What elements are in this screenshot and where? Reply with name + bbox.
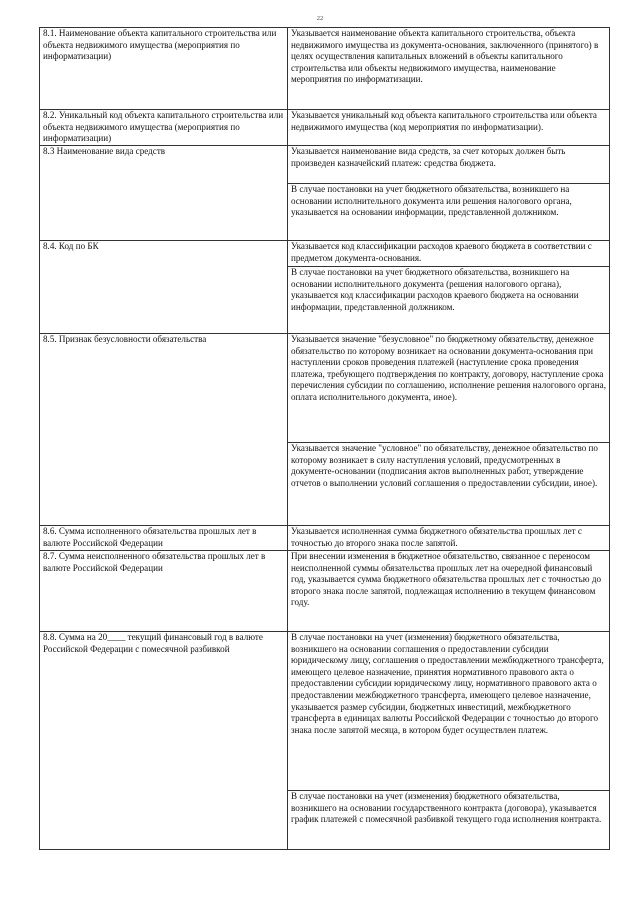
table-row <box>40 110 610 146</box>
field-description: Указывается наименование объекта капитального строительства, объекта недвижимого имущества из документа-основания, заключенного (принятого) в целях осуществления капитальных вложений в объекты капитального строительства или объекты недвижимого имущества, наименование мероприятия по информатизации. <box>291 28 599 85</box>
table-row <box>40 632 610 791</box>
field-name: 8.1. Наименование объекта капитального строительства или объекта недвижимого имущества (мероприятия по информатизации) <box>43 28 277 62</box>
field-description: В случае постановки на учет (изменения) бюджетного обязательства, возникшего на основании соглашения о предоставлении субсидии юридическому лицу, соглашения о предоставлении межбюджетного трансферта, имеющего целевое назначение, принятия нормативного правового акта о предоставлении субсидии юридическому лицу, нормативного правового акта о предоставлении межбюджетного трансферта, имеющего целевое назначение, указывается размер субсидии, бюджетных инвестиций, межбюджетного трансферта в единицах валюты Российской Федерации с точностью до второго знака после запятой месяца, в котором будет осуществлен платеж. <box>291 632 604 735</box>
table-row <box>40 526 610 551</box>
field-name-cell <box>40 241 288 334</box>
field-description-cell <box>288 241 610 267</box>
field-description-cell <box>288 267 610 334</box>
field-description: При внесении изменения в бюджетное обязательство, связанное с переносом неисполненной суммы обязательства прошлых лет на очередной финансовый год, указывается сумма бюджетного обязательства прошлых лет с точностью до второго знака после запятой, подлежащая исполнению в текущем финансовом году. <box>291 551 601 608</box>
field-name-cell <box>40 146 288 241</box>
field-description-cell <box>288 334 610 443</box>
field-description-cell <box>288 28 610 110</box>
field-description-cell <box>288 184 610 241</box>
field-description: В случае постановки на учет (изменения) бюджетного обязательства, возникшего на основании государственного контракта (договора), указывается график платежей с помесячной разбивкой текущего года исполнения контракта. <box>291 791 602 825</box>
field-description-cell <box>288 551 610 632</box>
field-description: Указывается код классификации расходов краевого бюджета в соответствии с предметом документа-основания. <box>291 241 592 263</box>
field-description: Указывается наименование вида средств, за счет которых должен быть произведен казначейский платеж: средства бюджета. <box>291 146 566 168</box>
table-row <box>40 334 610 443</box>
table-row <box>40 146 610 184</box>
field-description-cell <box>288 146 610 184</box>
requisites-table <box>39 27 610 850</box>
table-row <box>40 241 610 267</box>
field-description: Указывается значение "безусловное" по бюджетному обязательству, денежное обязательство по которому возникает на основании документа-основания при наступлении сроков проведения платежей (наступление срока проведения платежа, требующего подтверждения по контракту, договору, наступление срока перечисления субсидии по соглашению, исполнение решения налогового органа, оплата исполнительного документа, иное). <box>291 334 606 402</box>
field-description-cell <box>288 443 610 526</box>
field-name: 8.8. Сумма на 20____ текущий финансовый год в валюте Российской Федерации с помесячной разбивкой <box>43 632 263 654</box>
field-description: Указывается исполненная сумма бюджетного обязательства прошлых лет с точностью до второго знака после запятой. <box>291 526 582 548</box>
field-name-cell <box>40 334 288 526</box>
field-name: 8.4. Код по БК <box>43 241 99 251</box>
field-description-cell <box>288 110 610 146</box>
field-name: 8.5. Признак безусловности обязательства <box>43 334 207 344</box>
field-description: Указывается уникальный код объекта капитального строительства или объекта недвижимого имущества (код мероприятия по информатизации). <box>291 110 597 132</box>
field-name-cell <box>40 632 288 850</box>
field-name: 8.7. Сумма неисполненного обязательства прошлых лет в валюте Российской Федерации <box>43 551 266 573</box>
page-number: 22 <box>316 15 324 22</box>
field-description: Указывается значение "условное" по обязательству, денежное обязательство по которому возникает в силу наступления условий, предусмотренных в документе-основании (подписания актов выполненных работ, утверждение отчетов о выполнении условий соглашения о предоставлении субсидии, иное). <box>291 443 598 488</box>
field-name-cell <box>40 28 288 110</box>
field-description: В случае постановки на учет бюджетного обязательства, возникшего на основании исполнительного документа (решения налогового органа), указывается код классификации расходов краевого бюджета на основании информации, представленной должником. <box>291 267 579 312</box>
field-description-cell <box>288 526 610 551</box>
field-name-cell <box>40 551 288 632</box>
field-name-cell <box>40 526 288 551</box>
field-name: 8.3 Наименование вида средств <box>43 146 166 156</box>
field-description-cell <box>288 632 610 791</box>
field-name: 8.6. Сумма исполненного обязательства прошлых лет в валюте Российской Федерации <box>43 526 257 548</box>
table-row <box>40 551 610 632</box>
field-name-cell <box>40 110 288 146</box>
field-description: В случае постановки на учет бюджетного обязательства, возникшего на основании исполнительного документа или решения налогового органа, указывается на основании информации, представленной должником. <box>291 184 572 218</box>
field-name: 8.2. Уникальный код объекта капитального строительства или объекта недвижимого имущества (мероприятия по информатизации) <box>43 110 284 144</box>
table-row <box>40 28 610 110</box>
field-description-cell <box>288 791 610 850</box>
